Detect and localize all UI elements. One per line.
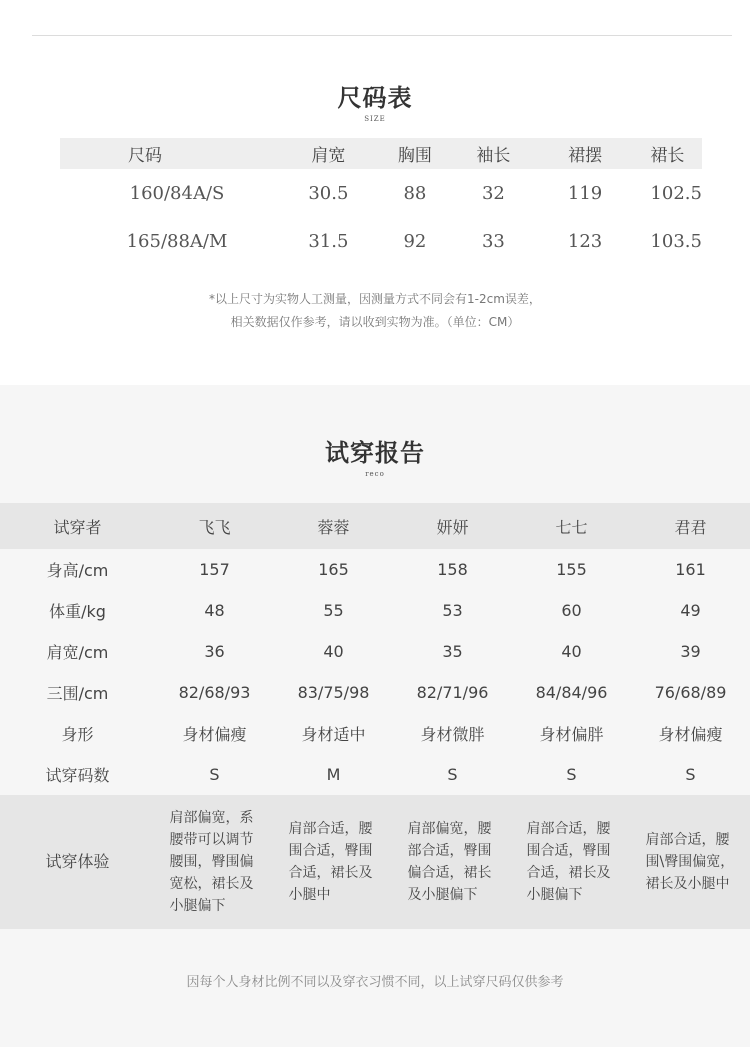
table-cell: 165/88A/M xyxy=(126,230,228,252)
header-cell: 胸围 xyxy=(363,138,467,169)
table-cell: 155 xyxy=(556,560,587,579)
size-chart-subtitle: SIZE xyxy=(364,115,386,123)
experience-cell xyxy=(155,795,274,929)
size-chart-title: 尺码表 xyxy=(337,83,413,112)
row-label: 身高/cm xyxy=(46,561,109,580)
table-cell: 40 xyxy=(323,642,344,661)
header-cell: 裙长 xyxy=(650,138,702,169)
report-table xyxy=(0,503,750,929)
table-cell: 157 xyxy=(199,560,230,579)
experience-cell xyxy=(512,795,631,929)
model-name: 君君 xyxy=(631,503,750,549)
row-label: 试穿体验 xyxy=(0,795,155,929)
table-cell: S xyxy=(209,765,220,784)
table-cell: 160/84A/S xyxy=(129,182,225,204)
table-cell: 39 xyxy=(680,642,701,661)
model-name: 七七 xyxy=(512,503,631,549)
experience-cell xyxy=(393,795,512,929)
table-cell: 49 xyxy=(680,601,701,620)
size-table xyxy=(60,138,702,265)
table-cell: 36 xyxy=(204,642,225,661)
size-table-row xyxy=(60,169,702,217)
table-cell: 102.5 xyxy=(650,182,702,204)
experience-cell xyxy=(274,795,393,929)
table-cell: 30.5 xyxy=(308,182,349,204)
table-cell: S xyxy=(685,765,696,784)
table-cell: 32 xyxy=(481,182,505,204)
report-heading xyxy=(0,433,750,478)
header-cell: 尺码 xyxy=(60,138,294,169)
table-cell: 35 xyxy=(442,642,463,661)
header-cell: 裙摆 xyxy=(520,138,651,169)
header-cell: 袖长 xyxy=(467,138,520,169)
table-row xyxy=(0,754,750,795)
table-cell: 92 xyxy=(403,230,427,252)
table-cell: 83/75/98 xyxy=(297,683,370,702)
table-cell: 48 xyxy=(204,601,225,620)
row-label: 肩宽/cm xyxy=(46,643,109,662)
table-cell: 161 xyxy=(675,560,706,579)
row-label: 试穿码数 xyxy=(45,766,110,785)
table-row xyxy=(0,713,750,754)
table-cell: 158 xyxy=(437,560,468,579)
table-cell: 84/84/96 xyxy=(535,683,608,702)
row-label: 三围/cm xyxy=(46,684,109,703)
table-cell: 33 xyxy=(481,230,505,252)
table-cell: 55 xyxy=(323,601,344,620)
measurement-note xyxy=(0,288,750,334)
experience-text: 肩部偏宽，系腰带可以调节腰围，臀围偏宽松，裙长及小腿偏下 xyxy=(169,810,254,914)
table-cell: 身材适中 xyxy=(301,725,366,744)
experience-text: 肩部偏宽，腰部合适，臀围偏合适，裙长及小腿偏下 xyxy=(407,821,492,903)
size-table-header xyxy=(60,138,702,169)
experience-row xyxy=(0,795,750,929)
row-label: 体重/kg xyxy=(49,602,106,621)
table-cell: 60 xyxy=(561,601,582,620)
model-name: 妍妍 xyxy=(393,503,512,549)
table-cell: 103.5 xyxy=(650,230,702,252)
table-cell: 53 xyxy=(442,601,463,620)
table-cell: 身材微胖 xyxy=(420,725,485,744)
table-row xyxy=(0,672,750,713)
table-cell: 123 xyxy=(567,230,603,252)
size-table-row xyxy=(60,217,702,265)
try-on-report-section xyxy=(0,385,750,1047)
table-cell: S xyxy=(447,765,458,784)
table-cell: S xyxy=(566,765,577,784)
experience-text: 肩部合适，腰围合适，臀围合适，裙长及小腿中 xyxy=(288,821,373,903)
footer-note: 因每个人身材比例不同以及穿衣习惯不同，以上试穿尺码仅供参考 xyxy=(186,975,564,990)
table-cell: 82/71/96 xyxy=(416,683,489,702)
report-title: 试穿报告 xyxy=(325,438,425,467)
experience-text: 肩部合适，腰围合适，臀围合适，裙长及小腿偏下 xyxy=(526,821,611,903)
table-cell: 119 xyxy=(567,182,603,204)
header-cell: 试穿者 xyxy=(0,503,155,549)
table-cell: 165 xyxy=(318,560,349,579)
model-name: 蓉蓉 xyxy=(274,503,393,549)
header-cell: 肩宽 xyxy=(294,138,363,169)
table-cell: M xyxy=(326,765,341,784)
report-table-header xyxy=(0,503,750,549)
size-chart-heading xyxy=(0,78,750,123)
table-cell: 31.5 xyxy=(308,230,349,252)
table-cell: 82/68/93 xyxy=(178,683,251,702)
note-line: 相关数据仅作参考，请以收到实物为准。（单位：CM） xyxy=(230,315,520,329)
table-row xyxy=(0,549,750,590)
table-cell: 身材偏胖 xyxy=(539,725,604,744)
table-cell: 身材偏瘦 xyxy=(182,725,247,744)
table-cell: 76/68/89 xyxy=(654,683,727,702)
note-line: *以上尺寸为实物人工测量，因测量方式不同会有1-2cm误差， xyxy=(209,292,541,306)
row-label: 身形 xyxy=(61,725,94,744)
table-cell: 身材偏瘦 xyxy=(658,725,723,744)
report-subtitle: reco xyxy=(365,470,385,478)
table-cell: 40 xyxy=(561,642,582,661)
table-row xyxy=(0,631,750,672)
table-row xyxy=(0,590,750,631)
size-chart-section xyxy=(0,36,750,385)
experience-text: 肩部合适，腰围\臀围偏宽，裙长及小腿中 xyxy=(645,832,735,892)
experience-cell xyxy=(631,795,750,929)
table-cell: 88 xyxy=(403,182,427,204)
model-name: 飞飞 xyxy=(155,503,274,549)
